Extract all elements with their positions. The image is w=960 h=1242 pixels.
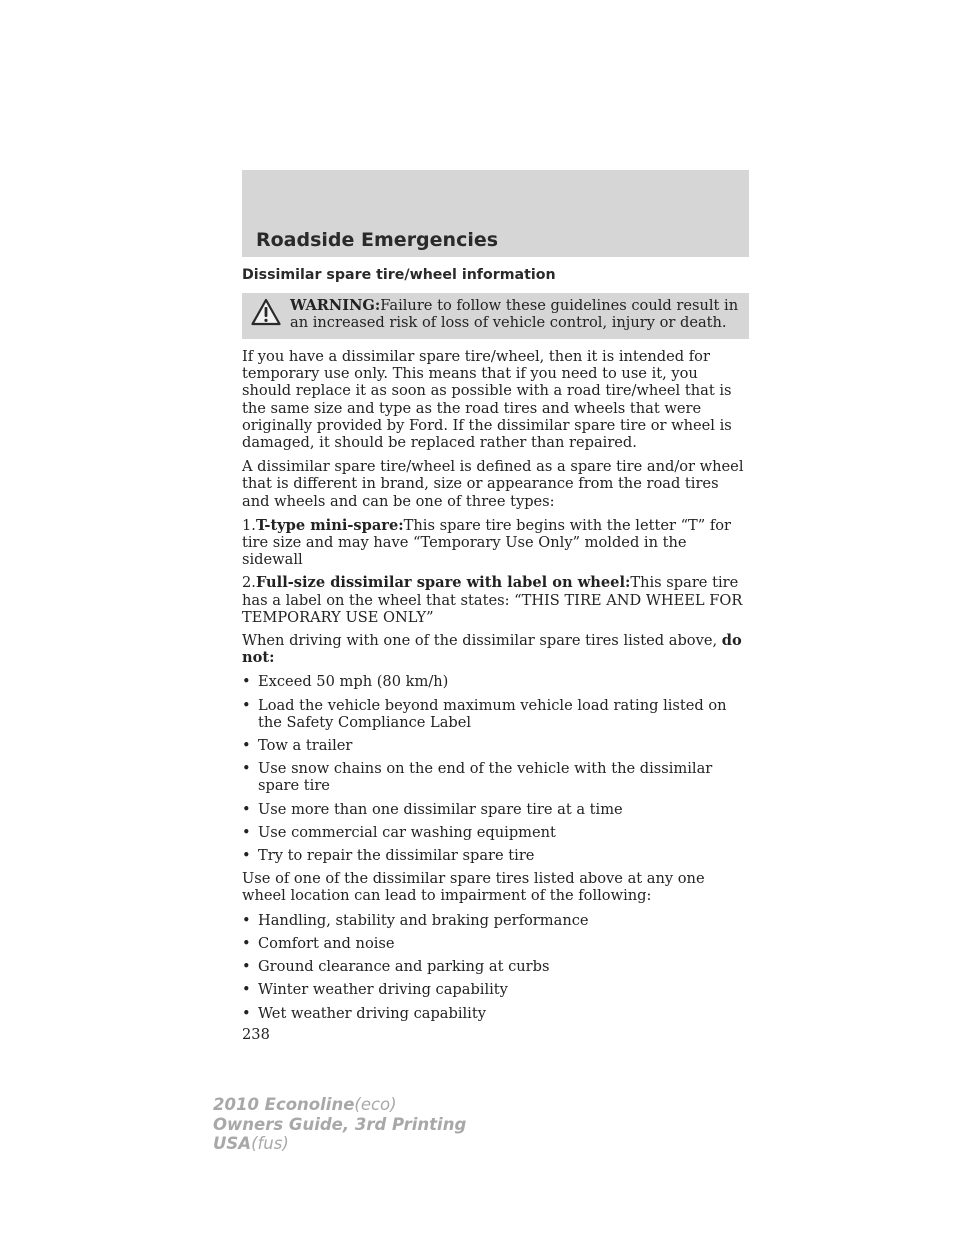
warning-triangle-icon [251, 298, 281, 326]
bullet-icon: • [242, 911, 251, 929]
list-item-text: Load the vehicle beyond maximum vehicle load rating listed on the Safety Compliance Label [258, 696, 727, 731]
list-item [242, 760, 749, 794]
list-item-text: Winter weather driving capability [258, 981, 508, 999]
do-not-intro [242, 632, 749, 666]
warning-message: Failure to follow these guidelines could result in an increased risk of loss of vehicle control, injury or death. [290, 297, 739, 332]
footer-line-2: Owners Guide, 3rd Printing [213, 1114, 467, 1134]
list-item [242, 912, 749, 929]
bullet-icon: • [242, 696, 251, 714]
page-number: 238 [242, 1025, 270, 1043]
list-item [242, 958, 749, 975]
list-item [242, 847, 749, 864]
do-not-emphasis: do not: [242, 632, 742, 667]
bullet-icon: • [242, 673, 251, 691]
bullet-icon: • [242, 1004, 251, 1022]
list-item-text: Comfort and noise [258, 934, 395, 952]
subheading: Dissimilar spare tire/wheel information [242, 267, 556, 283]
list-item-text: Ground clearance and parking at curbs [258, 958, 550, 976]
type-description: This spare tire begins with the letter “T” for tire size and may have “Temporary Use Only” molded in the sidewall [242, 516, 732, 569]
list-item [242, 1005, 749, 1022]
intro-paragraph: If you have a dissimilar spare tire/wheel, then it is intended for temporary use only. This means that if you need to use it, you should replace it as soon as possible with a road tire/wheel that is the same size and type as the road tires and wheels that were originally provided by Ford. If the dissimilar spare tire or wheel is damaged, it should be replaced rather than repaired. [242, 348, 732, 452]
impairment-intro: Use of one of the dissimilar spare tires listed above at any one wheel location can lead to impairment of the following: [242, 870, 705, 905]
list-item-text: Use more than one dissimilar spare tire at a time [258, 800, 623, 818]
warning-label: WARNING: [290, 297, 381, 314]
list-item [242, 801, 749, 818]
list-item-text: Handling, stability and braking performance [258, 911, 589, 929]
type-number: 2. [242, 574, 256, 592]
list-item [242, 673, 749, 690]
footer-line-1 [213, 1095, 466, 1115]
definition-paragraph: A dissimilar spare tire/wheel is defined as a spare tire and/or wheel that is different in brand, size or appearance from the road tires and wheels and can be one of three types: [242, 458, 744, 510]
list-item-text: Wet weather driving capability [258, 1004, 486, 1022]
type-number: 1. [242, 516, 256, 534]
footer-market-code: (fus) [251, 1134, 289, 1153]
page-content [242, 266, 749, 1043]
list-item [242, 981, 749, 998]
bullet-icon: • [242, 934, 251, 952]
footer-market: USA [213, 1134, 252, 1153]
impairment-list [242, 912, 749, 1022]
bullet-icon: • [242, 981, 251, 999]
footer-model: 2010 Econoline [213, 1095, 355, 1114]
list-item-text: Try to repair the dissimilar spare tire [258, 847, 535, 865]
bullet-icon: • [242, 847, 251, 865]
type-title: Full-size dissimilar spare with label on wheel: [255, 574, 631, 592]
section-title: Roadside Emergencies [256, 229, 499, 251]
list-item-text: Exceed 50 mph (80 km/h) [258, 673, 449, 691]
type-item-1 [242, 517, 749, 569]
list-item [242, 935, 749, 952]
list-item-text: Use commercial car washing equipment [258, 823, 556, 841]
warning-box [242, 293, 749, 339]
list-item [242, 824, 749, 841]
warning-text [290, 297, 739, 331]
list-item-text: Tow a trailer [258, 737, 353, 755]
footer-line-3 [213, 1134, 466, 1154]
document-footer [213, 1095, 466, 1154]
type-item-2 [242, 574, 749, 626]
section-header-band [242, 170, 749, 257]
bullet-icon: • [242, 737, 251, 755]
bullet-icon: • [242, 760, 251, 778]
type-title: T-type mini-spare: [255, 516, 404, 534]
bullet-icon: • [242, 958, 251, 976]
bullet-icon: • [242, 800, 251, 818]
list-item [242, 697, 749, 731]
footer-model-code: (eco) [354, 1095, 397, 1114]
list-item [242, 737, 749, 754]
list-item-text: Use snow chains on the end of the vehicle with the dissimilar spare tire [258, 760, 713, 795]
bullet-icon: • [242, 823, 251, 841]
type-description: This spare tire has a label on the wheel that states: “THIS TIRE AND WHEEL FOR TEMPORARY USE ONLY” [242, 574, 743, 626]
do-not-list [242, 673, 749, 864]
do-not-intro-text: When driving with one of the dissimilar spare tires listed above, [242, 632, 718, 650]
